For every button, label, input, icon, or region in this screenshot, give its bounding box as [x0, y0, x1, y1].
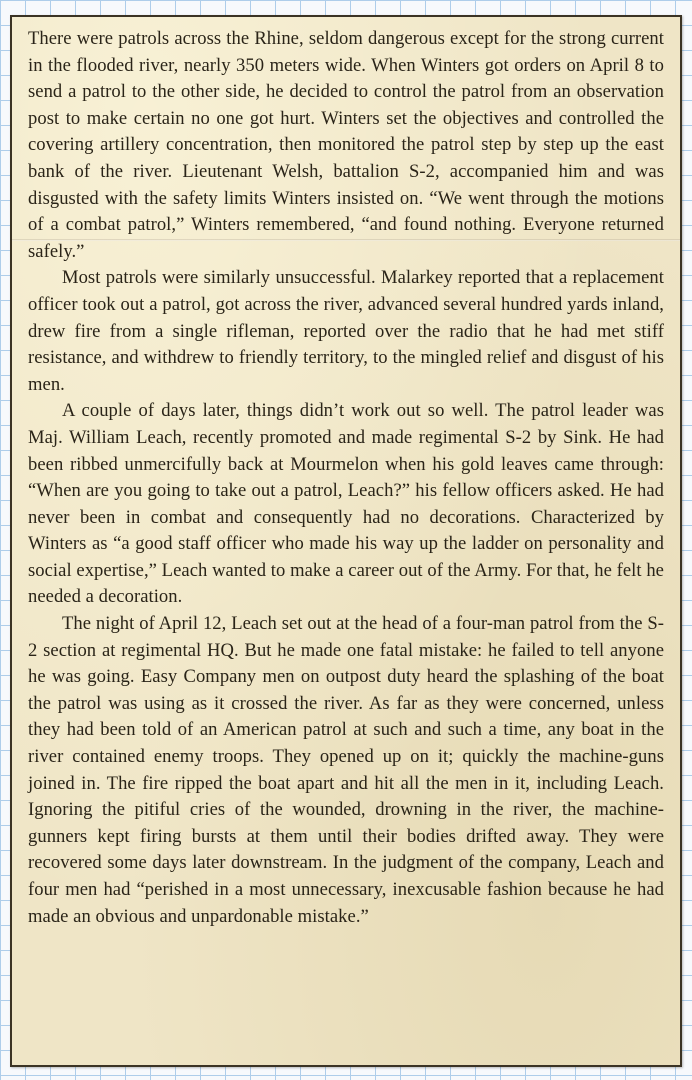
- paragraph-3: A couple of days later, things didn’t work out so well. The patrol leader was Maj. William Leach, recently promoted and made regimental S-2 by Sink. He had been ribbed unmercifully back at Mourmelon when his gold leaves came through: “When are you going to take out a patrol, Leach?” his fellow officers asked. He had never been in combat and consequently had no decorations. Characterized by Winters as “a good staff officer who made his way up the ladder on personality and social expertise,” Leach wanted to make a career out of the Army. For that, he felt he needed a decoration.: [28, 400, 664, 608]
- fold-line: [12, 239, 680, 241]
- paragraph-2: Most patrols were similarly unsuccessful. Malarkey reported that a replacement officer took out a patrol, got across the river, advanced several hundred yards inland, drew fire from a single rifleman, reported over the radio that he had met stiff resistance, and withdrew to friendly territory, to the mingled relief and disgust of his men.: [28, 267, 664, 395]
- paragraph-1: There were patrols across the Rhine, seldom dangerous except for the strong current in the flooded river, nearly 350 meters wide. When Winters got orders on April 8 to send a patrol to the other side, he decided to control the patrol from an observation post to make certain no one got hurt. Winters set the objectives and controlled the covering artillery concentration, then monitored the patrol step by step up the east bank of the river. Lieutenant Welsh, battalion S-2, accompanied him and was disgusted with the safety limits Winters insisted on. “We went through the motions of a combat patrol,” Winters remembered, “and found nothing. Everyone returned safely.”: [28, 28, 664, 262]
- newspaper-clipping: [10, 15, 682, 1067]
- paragraph-4: The night of April 12, Leach set out at the head of a four-man patrol from the S-2 section at regimental HQ. But he made one fatal mistake: he failed to tell anyone he was going. Easy Company men on outpost duty heard the splashing of the boat the patrol was using as it crossed the river. As far as they were concerned, unless they had been told of an American patrol at such and such a time, any boat in the river contained enemy troops. They opened up on it; quickly the machine-guns joined in. The fire ripped the boat apart and hit all the men in it, including Leach. Ignoring the pitiful cries of the wounded, drowning in the river, the machine-gunners kept firing bursts at them until their bodies drifted away. They were recovered some days later downstream. In the judgment of the company, Leach and four men had “perished in a most unnecessary, inexcusable fashion because he had made an obvious and unpardonable mistake.”: [28, 613, 664, 927]
